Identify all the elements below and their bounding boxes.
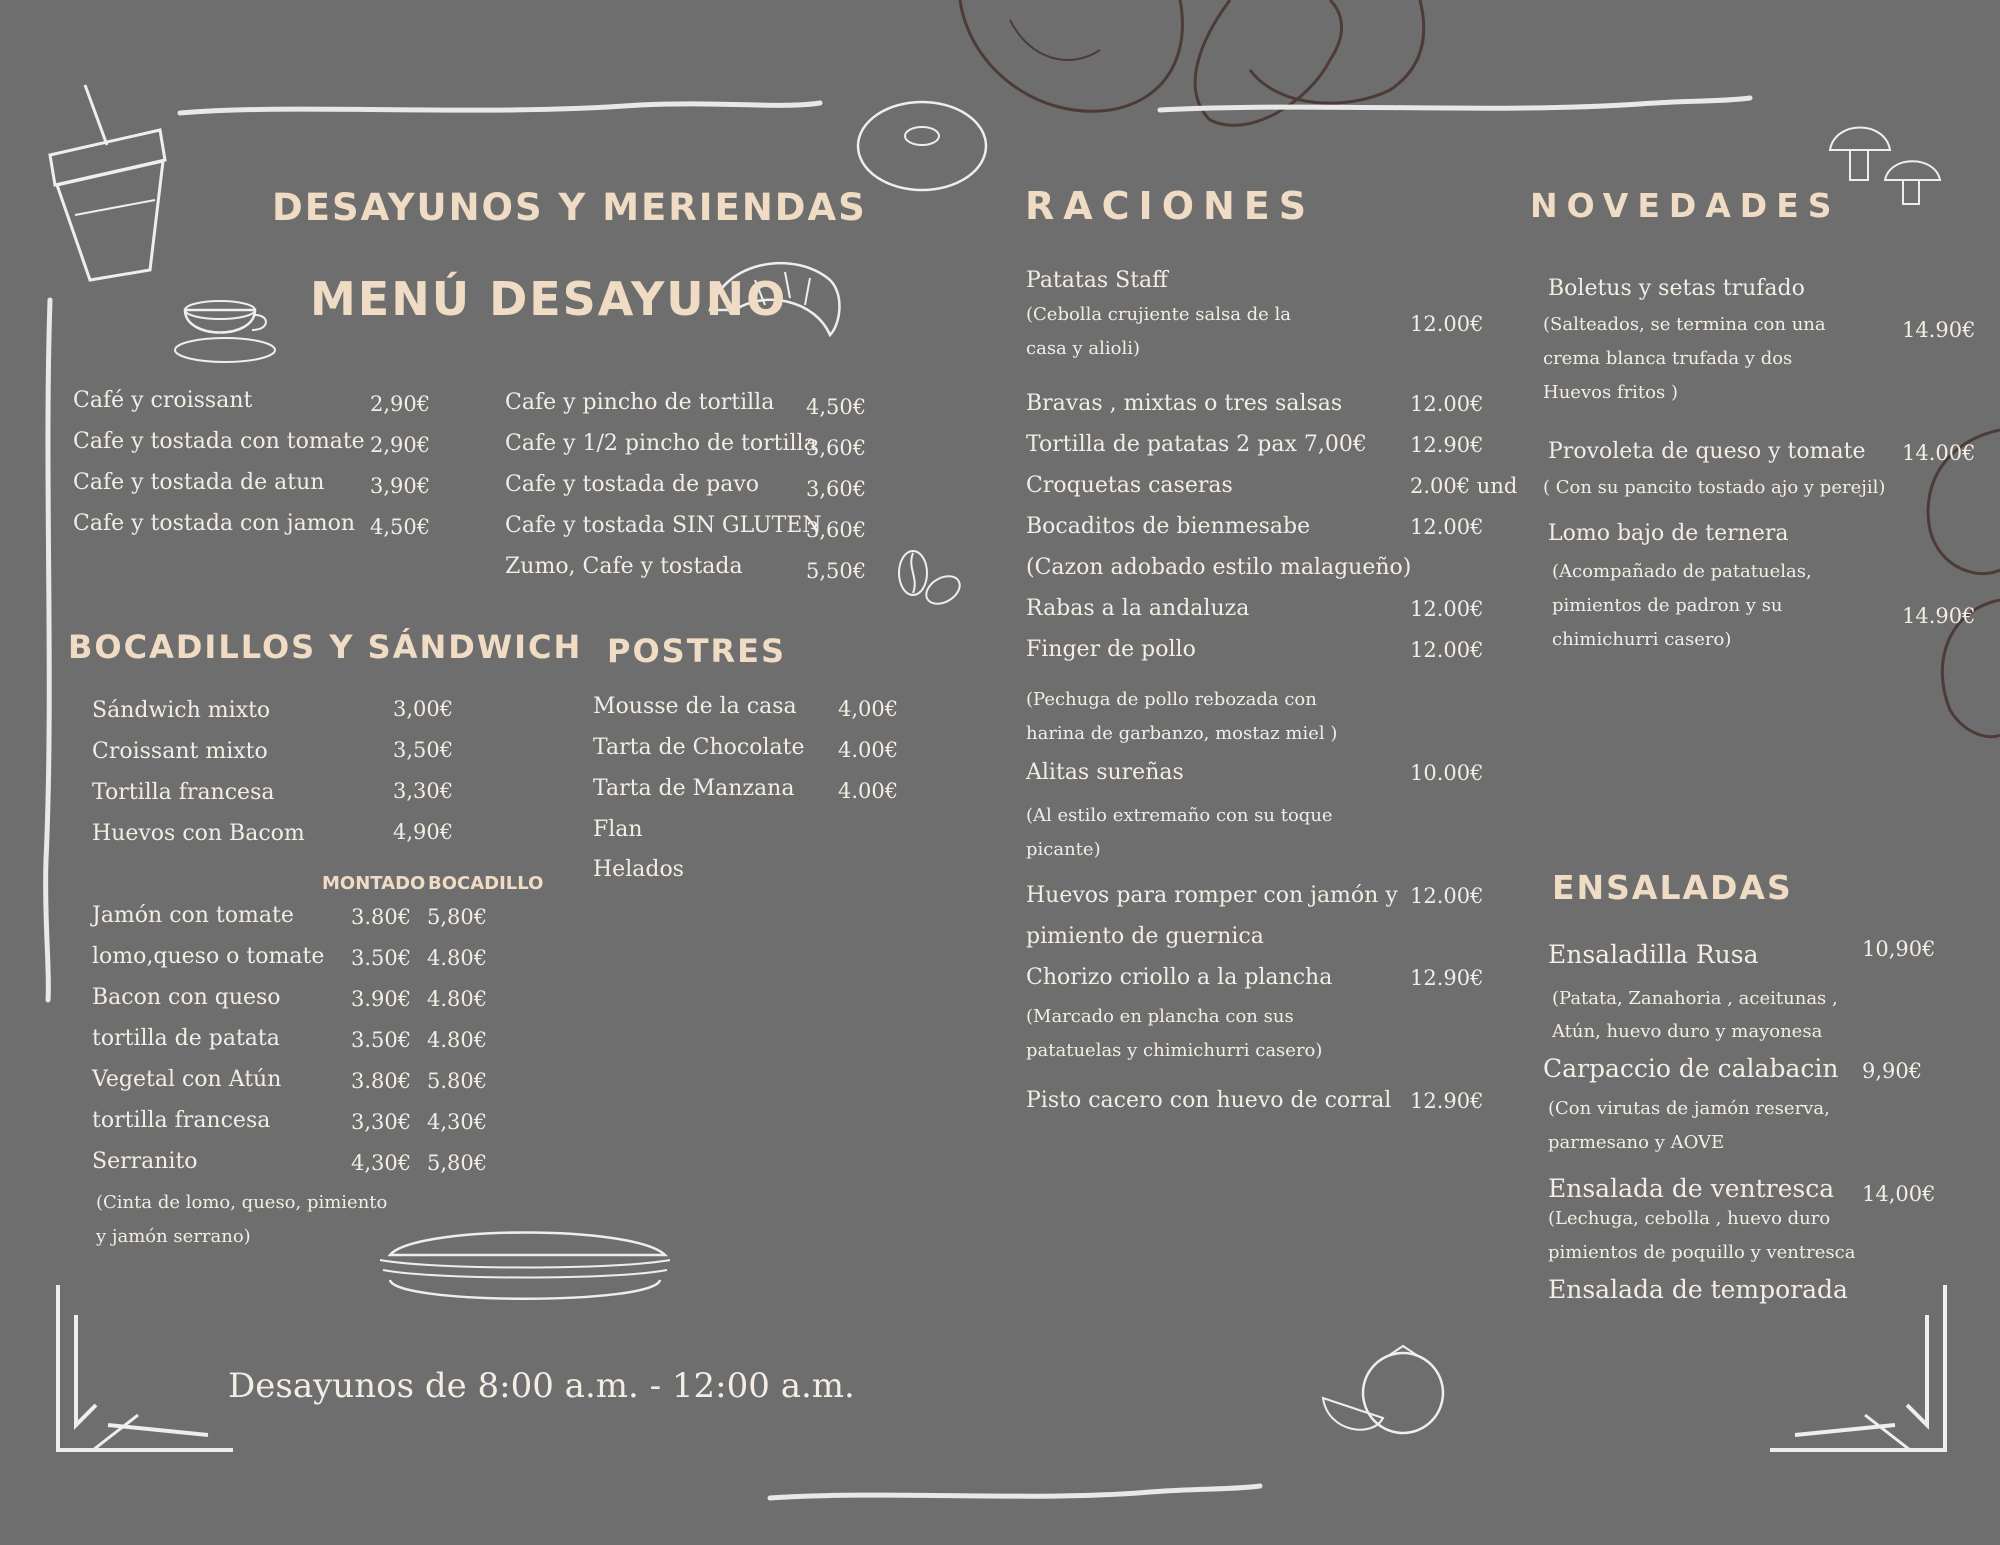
menu-item-price: 10.00€ <box>1410 761 1484 785</box>
chalk-stroke-top-left <box>180 95 820 125</box>
menu-item-name: Rabas a la andaluza <box>1026 596 1250 621</box>
menu-item-price: 2,90€ <box>370 433 431 457</box>
menu-item-price: 4.00€ <box>838 779 899 803</box>
menu-item-name: Cafe y pincho de tortilla <box>505 390 775 415</box>
menu-item-note: (Acompañado de patatuelas, <box>1552 561 1812 582</box>
menu-item-name: Cafe y tostada de atun <box>73 470 325 495</box>
table-row-name: tortilla francesa <box>92 1108 271 1133</box>
breakfast-title: DESAYUNOS Y MERIENDAS <box>272 186 867 229</box>
menu-item-name: Cafe y tostada SIN GLUTEN <box>505 513 822 538</box>
menu-item-name: Tarta de Chocolate <box>593 735 805 760</box>
menu-item-price: 12.90€ <box>1410 966 1484 990</box>
bocadillo-column-header: BOCADILLO <box>428 873 544 894</box>
menu-item-price: 3,50€ <box>393 738 454 762</box>
bocadillo-price: 4,30€ <box>427 1110 488 1134</box>
desserts-title: POSTRES <box>607 632 787 670</box>
menu-item-note: chimichurri casero) <box>1552 629 1732 650</box>
menu-item-price: 14,00€ <box>1862 1182 1936 1206</box>
raciones-title: RACIONES <box>1025 184 1316 228</box>
sandwich-icon <box>375 1225 675 1310</box>
menu-item-price: 10,90€ <box>1862 937 1936 961</box>
menu-item-price: 12.00€ <box>1410 884 1484 908</box>
montado-column-header: MONTADO <box>322 873 426 894</box>
bocadillo-price: 4.80€ <box>427 1028 488 1052</box>
corner-frame-bottom-left <box>48 1285 238 1455</box>
menu-item-name: Lomo bajo de ternera <box>1548 521 1789 546</box>
menu-item-price: 14.90€ <box>1902 604 1976 628</box>
menu-item-price: 14.90€ <box>1902 318 1976 342</box>
menu-item-name: Provoleta de queso y tomate <box>1548 439 1866 464</box>
menu-item-note: crema blanca trufada y dos <box>1543 348 1793 369</box>
coffee-cup-icon <box>170 285 280 365</box>
menu-item-name: Alitas sureñas <box>1026 760 1184 785</box>
table-row-name: Bacon con queso <box>92 985 281 1010</box>
bocadillo-price: 5,80€ <box>427 905 488 929</box>
menu-item-price: 3,30€ <box>393 779 454 803</box>
serranito-note-line1: (Cinta de lomo, queso, pimiento <box>96 1192 388 1213</box>
menu-item-price: 2,90€ <box>370 392 431 416</box>
menu-item-note: (Marcado en plancha con sus <box>1026 1006 1294 1027</box>
sandwiches-title: BOCADILLOS Y SÁNDWICH <box>68 628 583 666</box>
table-row-name: Vegetal con Atún <box>92 1067 282 1092</box>
table-row-name: lomo,queso o tomate <box>92 944 325 969</box>
menu-item-name: Sándwich mixto <box>92 698 271 723</box>
breakfast-menu-subtitle: MENÚ DESAYUNO <box>310 272 788 326</box>
menu-item-name: Cafe y tostada con jamon <box>73 511 355 536</box>
menu-item-name: Zumo, Cafe y tostada <box>505 554 743 579</box>
menu-item-price: 4,50€ <box>806 395 867 419</box>
mushroom-right-illustration <box>1870 420 2000 740</box>
bocadillo-price: 4.80€ <box>427 987 488 1011</box>
menu-item-name: Huevos para romper con jamón y <box>1026 883 1398 908</box>
menu-item-name: Cafe y 1/2 pincho de tortilla <box>505 431 817 456</box>
menu-item-note: (Al estilo extremaño con su toque <box>1026 805 1333 826</box>
menu-item-price: 14.00€ <box>1902 441 1976 465</box>
menu-item-name: Huevos con Bacom <box>92 821 305 846</box>
menu-item-note: (Pechuga de pollo rebozada con <box>1026 689 1317 710</box>
menu-item-name: Mousse de la casa <box>593 694 797 719</box>
menu-item-name: pimiento de guernica <box>1026 924 1264 949</box>
montado-price: 4,30€ <box>351 1151 412 1175</box>
menu-item-name: Chorizo criollo a la plancha <box>1026 965 1333 990</box>
menu-item-note: (Patata, Zanahoria , aceitunas , <box>1552 988 1838 1009</box>
chalk-stroke-left-vertical <box>40 300 60 1000</box>
menu-item-name: Café y croissant <box>73 388 253 413</box>
menu-item-name: Patatas Staff <box>1026 268 1168 293</box>
menu-item-note: pimientos de padron y su <box>1552 595 1783 616</box>
menu-item-note: ( Con su pancito tostado ajo y perejil) <box>1543 477 1886 498</box>
chalk-stroke-bottom <box>770 1482 1260 1507</box>
menu-item-price: 3,60€ <box>806 518 867 542</box>
menu-item-note: Huevos fritos ) <box>1543 382 1678 403</box>
menu-item-name: Tarta de Manzana <box>593 776 795 801</box>
serranito-note-line2: y jamón serrano) <box>96 1226 251 1247</box>
menu-item-price: 12.90€ <box>1410 1089 1484 1113</box>
menu-item-note: (Salteados, se termina con una <box>1543 314 1826 335</box>
ensaladas-title: ENSALADAS <box>1552 868 1793 907</box>
donut-icon <box>855 98 990 193</box>
menu-item-note: parmesano y AOVE <box>1548 1132 1725 1153</box>
menu-item-name: Cafe y tostada de pavo <box>505 472 760 497</box>
menu-item-name: Finger de pollo <box>1026 637 1196 662</box>
menu-item-price: 3,90€ <box>370 474 431 498</box>
menu-item-price: 12.00€ <box>1410 312 1484 336</box>
montado-price: 3.50€ <box>351 1028 412 1052</box>
menu-item-name: Croquetas caseras <box>1026 473 1233 498</box>
montado-price: 3.50€ <box>351 946 412 970</box>
menu-item-price: 3,60€ <box>806 477 867 501</box>
bocadillo-price: 5.80€ <box>427 1069 488 1093</box>
menu-item-note: (Cazon adobado estilo malagueño) <box>1026 555 1412 580</box>
menu-item-price: 12.90€ <box>1410 433 1484 457</box>
chalk-stroke-top-right <box>1160 92 1750 122</box>
table-row-name: Jamón con tomate <box>92 903 294 928</box>
menu-item-name: Flan <box>593 817 643 842</box>
tomato-icon <box>1318 1338 1448 1438</box>
novedades-title: NOVEDADES <box>1530 186 1841 225</box>
montado-price: 3.80€ <box>351 1069 412 1093</box>
menu-item-name: Tortilla francesa <box>92 780 275 805</box>
coffee-beans-icon <box>895 548 965 613</box>
menu-item-note: pimientos de poquillo y ventresca <box>1548 1242 1856 1263</box>
menu-item-price: 12.00€ <box>1410 638 1484 662</box>
bocadillo-price: 5,80€ <box>427 1151 488 1175</box>
bocadillo-price: 4.80€ <box>427 946 488 970</box>
menu-item-note: picante) <box>1026 839 1101 860</box>
menu-item-name: Ensalada de temporada <box>1548 1275 1848 1304</box>
menu-item-name: Boletus y setas trufado <box>1548 276 1805 301</box>
menu-item-price: 4,00€ <box>838 697 899 721</box>
menu-item-name: Cafe y tostada con tomate <box>73 429 365 454</box>
corner-frame-bottom-right <box>1765 1285 1955 1455</box>
menu-item-note: Atún, huevo duro y mayonesa <box>1552 1021 1823 1042</box>
menu-item-note: harina de garbanzo, mostaz miel ) <box>1026 723 1338 744</box>
breakfast-hours: Desayunos de 8:00 a.m. - 12:00 a.m. <box>228 1366 855 1406</box>
montado-price: 3.80€ <box>351 905 412 929</box>
menu-item-price: 9,90€ <box>1862 1059 1923 1083</box>
menu-item-price: 3,60€ <box>806 436 867 460</box>
menu-item-price: 4,50€ <box>370 515 431 539</box>
iced-drink-icon <box>45 85 175 285</box>
menu-item-note: patatuelas y chimichurri casero) <box>1026 1040 1323 1061</box>
menu-item-price: 12.00€ <box>1410 515 1484 539</box>
menu-item-price: 12.00€ <box>1410 392 1484 416</box>
menu-item-name: Tortilla de patatas 2 pax 7,00€ <box>1026 432 1367 457</box>
table-row-name: tortilla de patata <box>92 1026 280 1051</box>
menu-item-price: 4,90€ <box>393 820 454 844</box>
menu-item-note: (Lechuga, cebolla , huevo duro <box>1548 1208 1831 1229</box>
small-mushrooms-icon <box>1825 115 1945 220</box>
menu-item-name: Bravas , mixtas o tres salsas <box>1026 391 1343 416</box>
menu-item-note: (Cebolla crujiente salsa de la <box>1026 304 1292 325</box>
menu-item-price: 3,00€ <box>393 697 454 721</box>
menu-item-name: Bocaditos de bienmesabe <box>1026 514 1311 539</box>
menu-item-price: 4.00€ <box>838 738 899 762</box>
menu-item-note: casa y alioli) <box>1026 338 1141 359</box>
menu-item-name: Pisto cacero con huevo de corral <box>1026 1088 1392 1113</box>
table-row-name: Serranito <box>92 1149 198 1174</box>
menu-item-price: 12.00€ <box>1410 597 1484 621</box>
menu-item-name: Croissant mixto <box>92 739 268 764</box>
menu-item-name: Ensalada de ventresca <box>1548 1174 1835 1203</box>
montado-price: 3.90€ <box>351 987 412 1011</box>
menu-item-note: (Con virutas de jamón reserva, <box>1548 1098 1830 1119</box>
montado-price: 3,30€ <box>351 1110 412 1134</box>
menu-item-name: Carpaccio de calabacin <box>1543 1054 1839 1083</box>
menu-item-name: Helados <box>593 857 684 882</box>
menu-item-name: Ensaladilla Rusa <box>1548 940 1759 969</box>
menu-item-price: 2.00€ und <box>1410 474 1518 498</box>
menu-item-price: 5,50€ <box>806 559 867 583</box>
